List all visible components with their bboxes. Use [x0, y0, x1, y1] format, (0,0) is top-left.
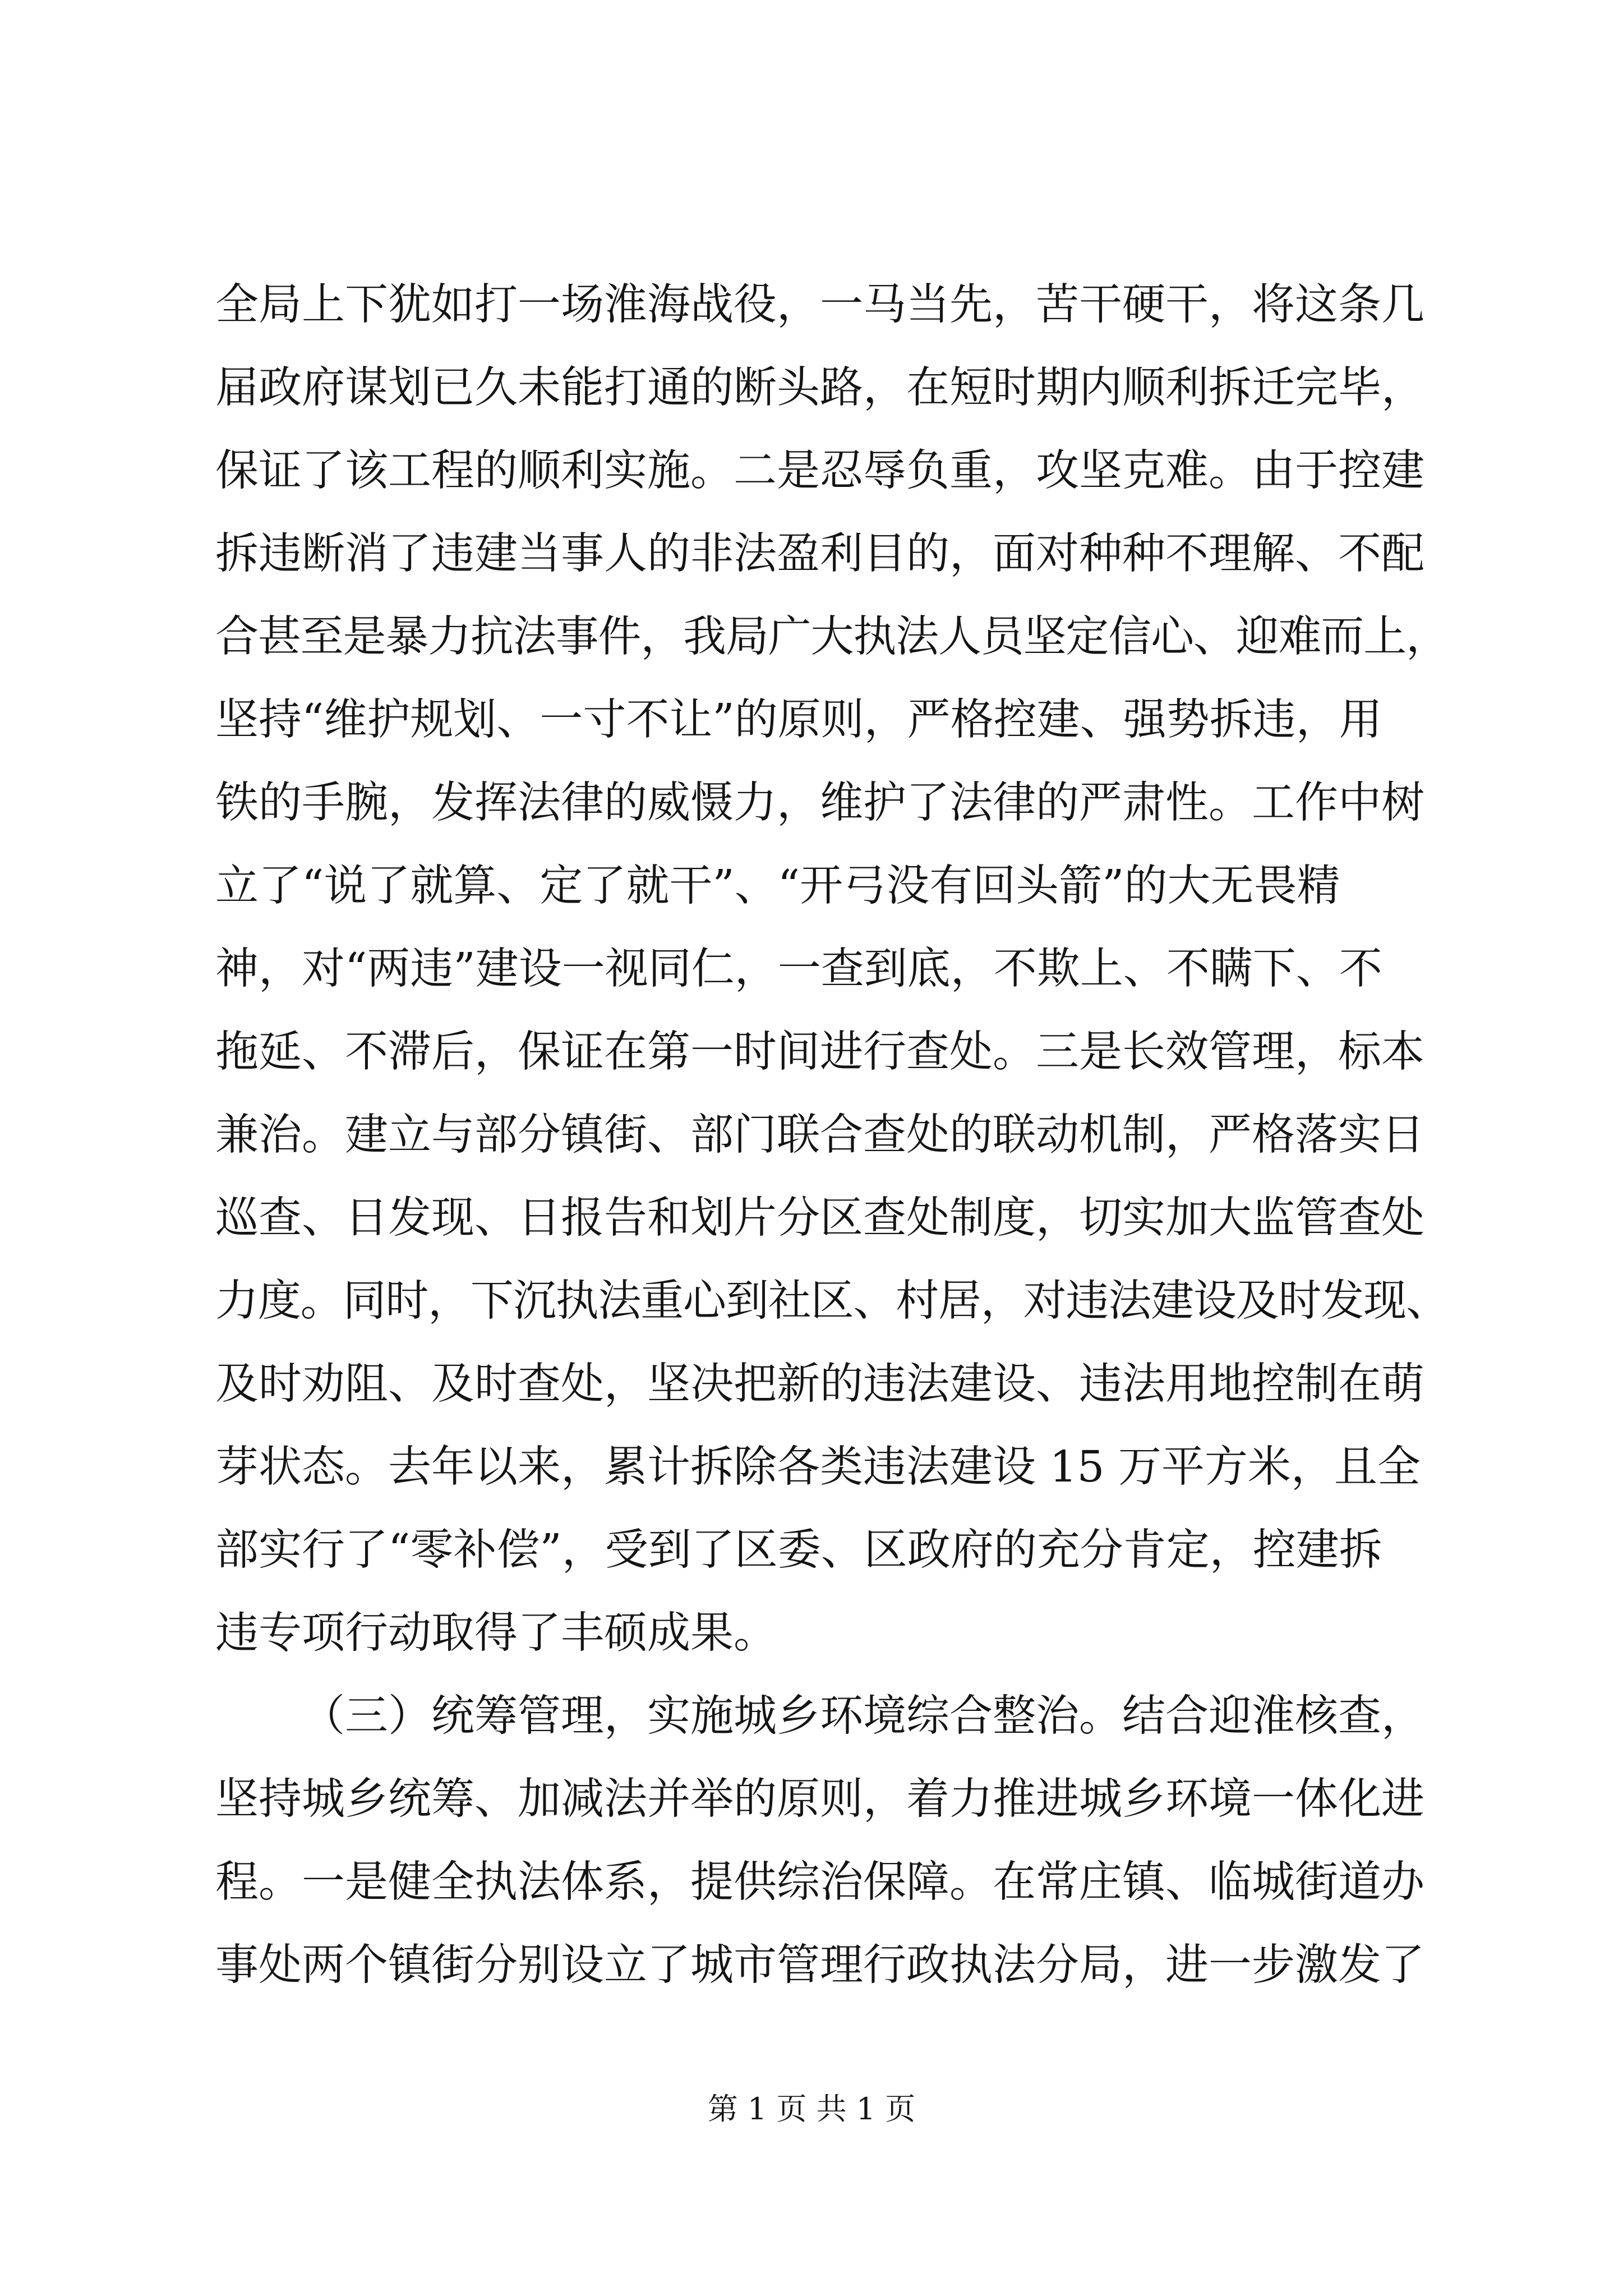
text-line: （三）统筹管理，实施城乡环境综合整治。结合迎淮核查， [302, 1691, 1424, 1741]
text-line: 铁的手腕，发挥法律的威慑力，维护了法律的严肃性。工作中树 [215, 778, 1424, 828]
text-line: 拆违断消了违建当事人的非法盈利目的，面对种种不理解、不配 [215, 529, 1424, 579]
text-line: 全局上下犹如打一场淮海战役，一马当先，苦干硬干，将这条几 [215, 280, 1424, 330]
text-line: 力度。同时，下沉执法重心到社区、村居，对违法建设及时发现、 [215, 1276, 1449, 1326]
text-line: 芽状态。去年以来，累计拆除各类违法建设 15 万平方米，且全 [215, 1442, 1421, 1492]
text-line: 坚持城乡统筹、加减法并举的原则，着力推进城乡环境一体化进 [215, 1774, 1424, 1824]
page-number-label: 第 1 页 共 1 页 [707, 2091, 916, 2127]
text-line: 届政府谋划已久未能打通的断头路，在短时期内顺利拆迁完毕， [215, 363, 1424, 413]
document-body [215, 264, 1449, 2007]
text-line: 合甚至是暴力抗法事件，我局广大执法人员坚定信心、迎难而上， [215, 612, 1449, 662]
text-line: 部实行了“零补偿”，受到了区委、区政府的充分肯定，控建拆 [215, 1525, 1382, 1575]
text-line: 事处两个镇街分别设立了城市管理行政执法分局，进一步激发了 [215, 1940, 1424, 1990]
text-line: 程。一是健全执法体系，提供综治保障。在常庄镇、临城街道办 [215, 1857, 1424, 1907]
text-line: 坚持“维护规划、一寸不让”的原则，严格控建、强势拆违，用 [215, 695, 1382, 745]
paragraph-1 [215, 264, 1449, 1675]
text-line: 神，对“两违”建设一视同仁，一查到底，不欺上、不瞒下、不 [215, 944, 1382, 994]
page-footer [0, 2087, 1623, 2132]
text-line: 兼治。建立与部分镇街、部门联合查处的联动机制，严格落实日 [215, 1110, 1424, 1160]
text-line: 保证了该工程的顺利实施。二是忍辱负重，攻坚克难。由于控建 [215, 446, 1424, 496]
text-line: 及时劝阻、及时查处，坚决把新的违法建设、违法用地控制在萌 [215, 1359, 1424, 1409]
text-line: 违专项行动取得了丰硕成果。 [215, 1608, 777, 1658]
text-line: 立了“说了就算、定了就干”、“开弓没有回头箭”的大无畏精 [215, 861, 1340, 911]
text-line: 拖延、不滞后，保证在第一时间进行查处。三是长效管理，标本 [215, 1027, 1424, 1077]
text-line: 巡查、日发现、日报告和划片分区查处制度，切实加大监管查处 [215, 1193, 1424, 1243]
paragraph-2 [215, 1675, 1449, 2007]
